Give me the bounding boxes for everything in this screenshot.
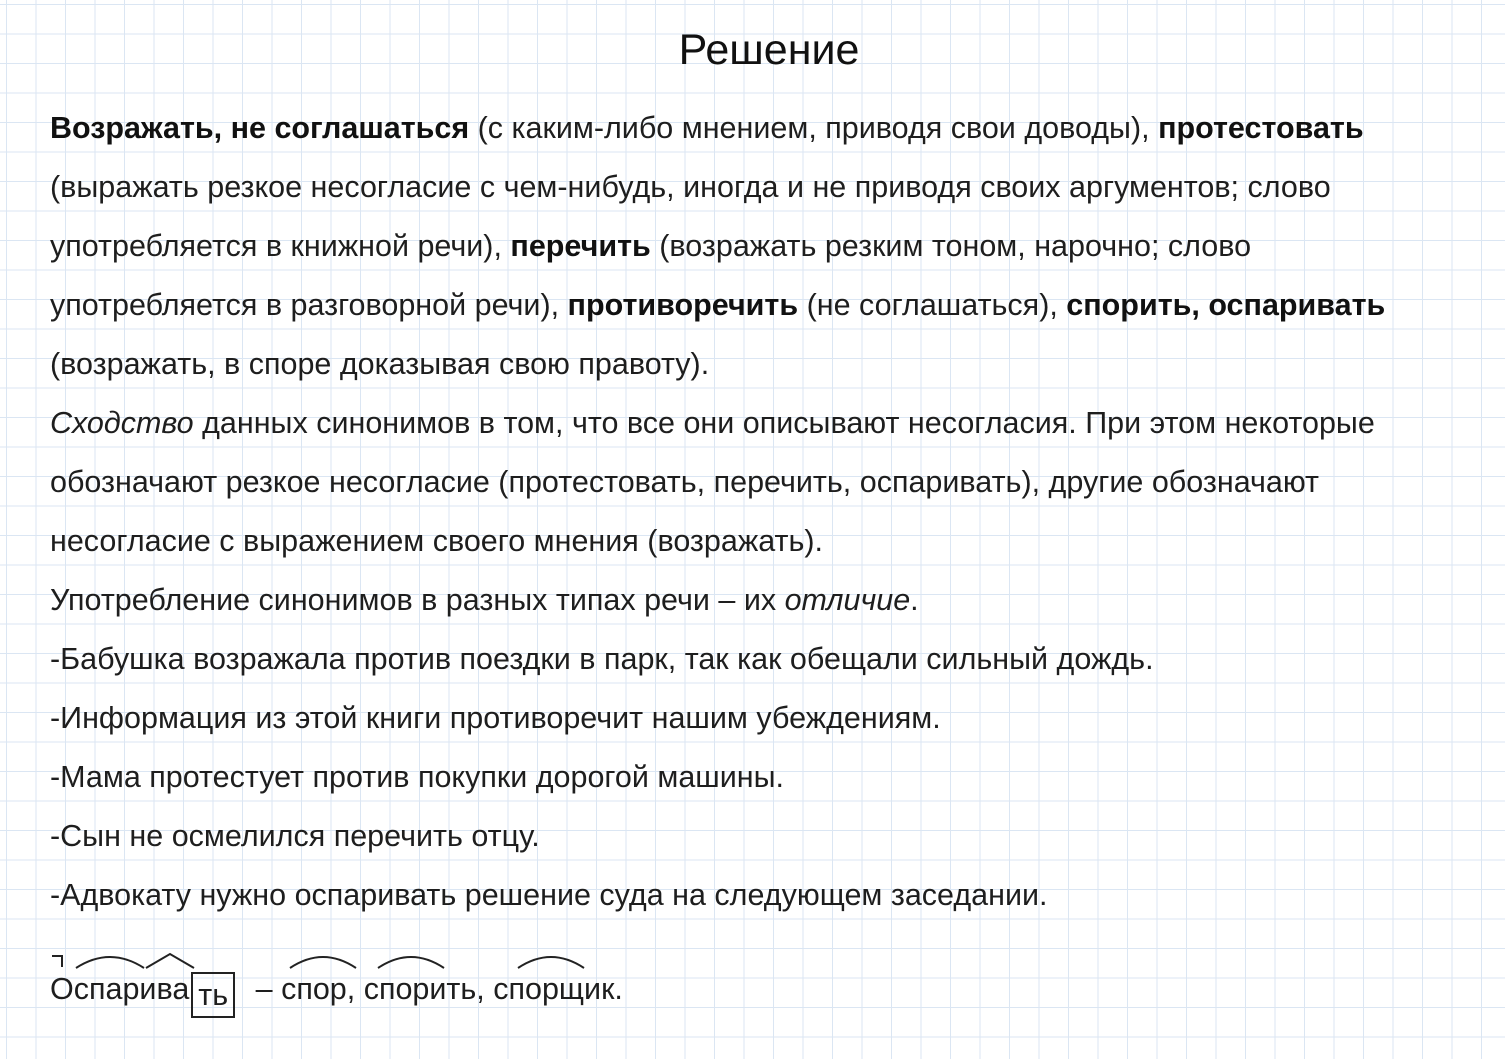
- para1-line3: [50, 217, 1490, 276]
- example-sentence: -Сын не осмелился перечить отцу.: [50, 819, 540, 853]
- page-title: Решение: [678, 26, 860, 74]
- text-fragment: Употребление синонимов в разных типах речи – их: [50, 583, 785, 617]
- morpheme-analysis: [50, 940, 950, 1020]
- example-sentence: -Мама протестует против покупки дорогой машины.: [50, 760, 785, 794]
- italic-term: Сходство: [50, 406, 194, 440]
- related-words: – спор, спорить, спорщик.: [247, 972, 623, 1006]
- term-protivorechit: противоречить: [567, 288, 799, 322]
- text-fragment: данных синонимов в том, что все они описывают несогласия. При этом некоторые: [193, 406, 1375, 440]
- term-vozrazhat: Возражать, не соглашаться: [50, 111, 470, 145]
- term-protestovat: протестовать: [1158, 111, 1364, 145]
- para3-line1: [50, 571, 1490, 630]
- morpheme-row: [50, 966, 623, 1012]
- para1-line4: [50, 276, 1490, 335]
- example-sentence: -Бабушка возражала против поездки в парк, так как обещали сильный дождь.: [50, 642, 1154, 676]
- para1-line2: (выражать резкое несогласие с чем-нибудь, иногда и не приводя своих аргументов; слово: [50, 170, 1331, 204]
- para1-line5: (возражать, в споре доказывая свою правоту).: [50, 347, 710, 381]
- text-fragment: (с каким-либо мнением, приводя свои доводы),: [469, 111, 1159, 145]
- text-fragment: употребляется в разговорной речи),: [50, 288, 568, 322]
- example-sentence: -Информация из этой книги противоречит нашим убеждениям.: [50, 701, 941, 735]
- para2-line1: [50, 394, 1490, 453]
- example-sentence: -Адвокату нужно оспаривать решение суда на следующем заседании.: [50, 878, 1048, 912]
- para1-line1: [50, 99, 1490, 158]
- word-stem: Оспарива: [50, 972, 190, 1006]
- solution-text: [50, 99, 1490, 925]
- text-fragment: употребляется в книжной речи),: [50, 229, 511, 263]
- text-fragment: (не соглашаться),: [798, 288, 1067, 322]
- italic-term: отличие: [784, 583, 911, 617]
- para2-line3: несогласие с выражением своего мнения (возражать).: [50, 524, 824, 558]
- term-sporit: спорить, оспаривать: [1066, 288, 1386, 322]
- term-perechit: перечить: [510, 229, 651, 263]
- text-fragment: (возражать резким тоном, нарочно; слово: [650, 229, 1252, 263]
- text-fragment: .: [910, 583, 919, 617]
- ending-box: ть: [191, 972, 235, 1018]
- para2-line2: обозначают резкое несогласие (протестовать, перечить, оспаривать), другие обозначают: [50, 465, 1320, 499]
